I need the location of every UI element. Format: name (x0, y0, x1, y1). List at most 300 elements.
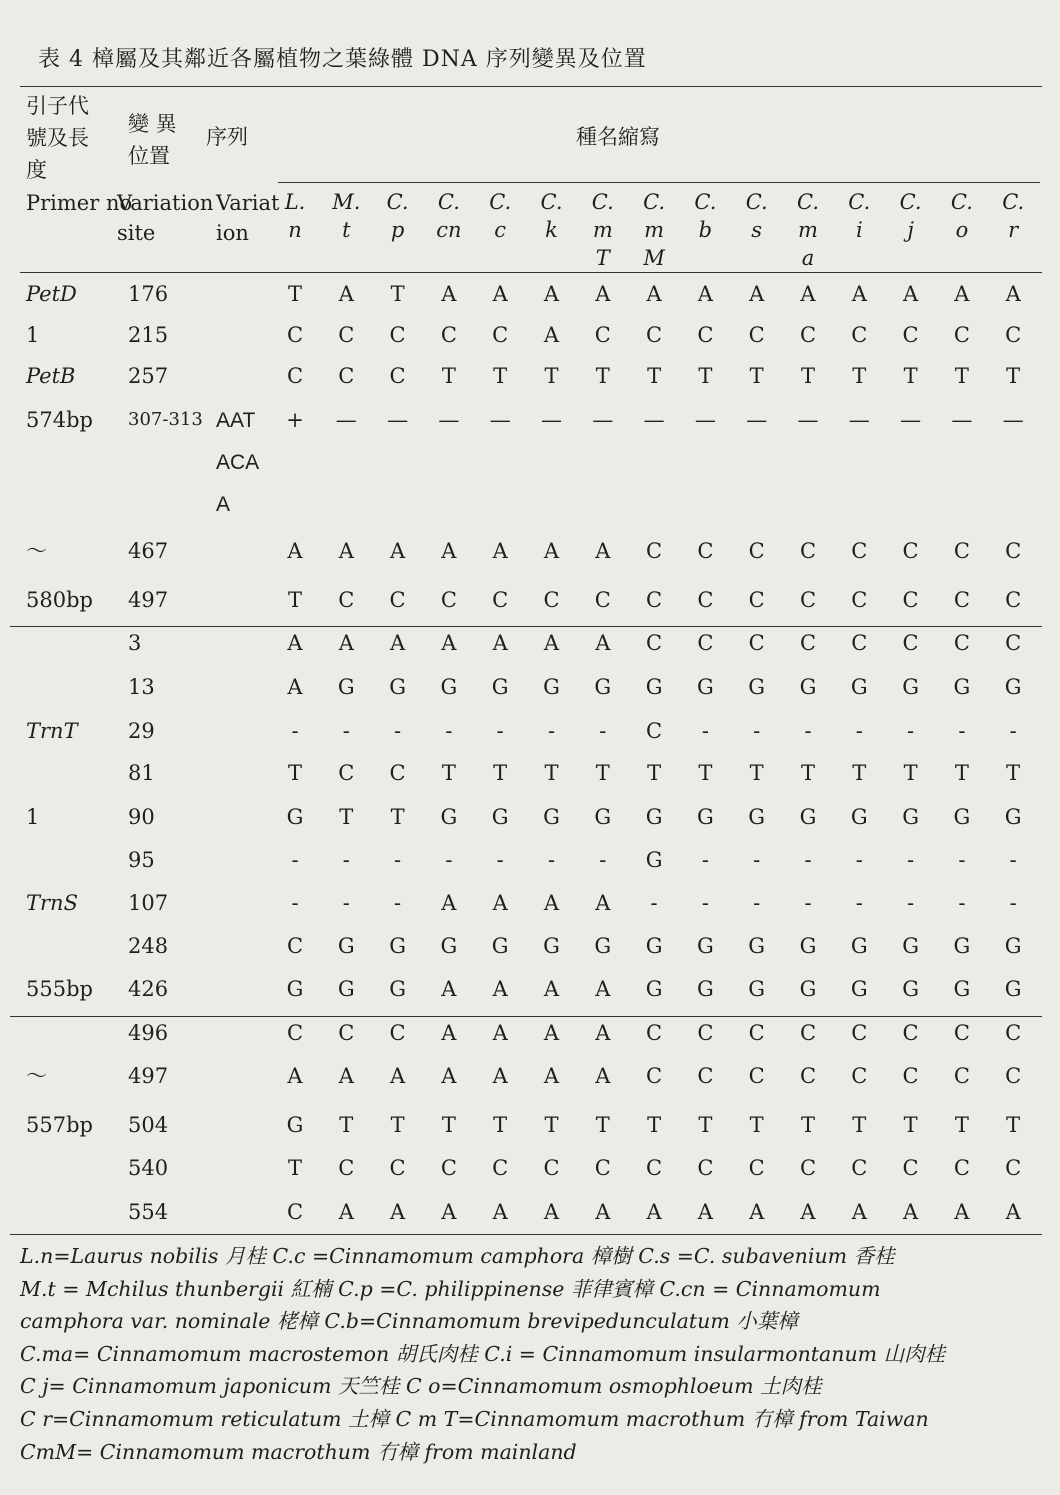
primer-header-zh: 引子代 號及長 度 (26, 94, 89, 182)
nucleotide-cell: T (287, 1156, 302, 1180)
nucleotide-cell: - (394, 719, 402, 743)
nucleotide-cell: T (647, 761, 662, 785)
nucleotide-cell: C (543, 588, 560, 612)
primer-label: 1 (26, 805, 40, 829)
nucleotide-cell: T (544, 1113, 559, 1137)
nucleotide-cell: G (543, 934, 560, 958)
nucleotide-cell: - (701, 719, 709, 743)
nucleotide-cell: A (287, 631, 303, 655)
nucleotide-cell: T (287, 282, 302, 306)
nucleotide-cell: T (954, 761, 969, 785)
nucleotide-cell: C (646, 539, 663, 563)
nucleotide-cell: A (543, 323, 560, 347)
nucleotide-cell: A (595, 891, 611, 915)
variation-site: 3 (128, 631, 142, 655)
nucleotide-cell: C (748, 1064, 765, 1088)
table-row (20, 1148, 1042, 1188)
species-abbr: C. m M (643, 190, 666, 270)
nucleotide-cell: A (595, 977, 611, 1001)
table-row (20, 623, 1042, 663)
nucleotide-cell: — (951, 408, 973, 432)
nucleotide-cell: C (594, 588, 611, 612)
nucleotide-cell: A (543, 539, 560, 563)
nucleotide-cell: C (1005, 1021, 1022, 1045)
nucleotide-cell: C (953, 1021, 970, 1045)
species-header-zh: 種名縮寫 (576, 125, 660, 149)
nucleotide-cell: C (646, 631, 663, 655)
nucleotide-cell: - (907, 848, 915, 872)
nucleotide-cell: A (338, 631, 354, 655)
primer-label: TrnS (26, 891, 78, 915)
nucleotide-cell: G (799, 675, 817, 699)
nucleotide-cell: - (958, 848, 966, 872)
rule-top (20, 86, 1042, 87)
nucleotide-cell: G (902, 805, 919, 829)
nucleotide-cell: — (643, 408, 665, 432)
nucleotide-cell: G (902, 977, 919, 1001)
variation-site: 29 (128, 719, 155, 743)
variation-site: 215 (128, 323, 169, 347)
nucleotide-cell: T (390, 805, 405, 829)
nucleotide-cell: A (595, 539, 611, 563)
nucleotide-cell: A (492, 282, 508, 306)
nucleotide-cell: C (697, 588, 714, 612)
primer-header-en: Primer no (26, 191, 133, 215)
nucleotide-cell: — (592, 408, 614, 432)
seq-header-zh: 序列 (206, 125, 248, 149)
nucleotide-cell: A (492, 977, 508, 1001)
nucleotide-cell: A (749, 1200, 765, 1224)
nucleotide-cell: - (496, 848, 504, 872)
nucleotide-cell: G (748, 805, 766, 829)
nucleotide-cell: A (441, 1200, 457, 1224)
primer-label: 574bp (26, 408, 93, 432)
nucleotide-cell: T (441, 761, 456, 785)
nucleotide-cell: G (491, 934, 509, 958)
nucleotide-cell: - (1009, 719, 1017, 743)
nucleotide-cell: C (902, 1064, 919, 1088)
nucleotide-cell: T (903, 364, 918, 388)
nucleotide-cell: - (907, 719, 915, 743)
nucleotide-cell: G (491, 675, 509, 699)
nucleotide-cell: G (645, 934, 663, 958)
primer-label: PetB (26, 364, 76, 388)
nucleotide-cell: C (799, 1021, 817, 1045)
nucleotide-cell: A (646, 1200, 662, 1224)
nucleotide-cell: - (547, 719, 556, 743)
nucleotide-cell: A (441, 891, 457, 915)
variation-site: 540 (128, 1156, 169, 1180)
nucleotide-cell: C (1005, 588, 1022, 612)
seq-header-en: Variat ion (216, 191, 280, 245)
variation-site: 504 (128, 1113, 169, 1137)
primer-label: 557bp (26, 1113, 93, 1137)
nucleotide-cell: - (753, 848, 761, 872)
variation-site: 307-313 (128, 409, 203, 430)
nucleotide-cell: A (492, 631, 508, 655)
nucleotide-cell: G (645, 675, 663, 699)
nucleotide-cell: - (753, 891, 761, 915)
nucleotide-cell: C (851, 1021, 868, 1045)
nucleotide-cell: G (697, 675, 714, 699)
legend-line: C j= Cinnamomum japonicum 天竺桂 C o=Cinnamomum osmophloeum 土肉桂 (20, 1374, 822, 1399)
species-abbr: C. b (694, 190, 717, 242)
nucleotide-cell: — (746, 408, 768, 432)
nucleotide-cell: A (800, 282, 816, 306)
nucleotide-cell: - (701, 891, 709, 915)
nucleotide-cell: G (337, 977, 355, 1001)
species-abbr: M. t (332, 190, 361, 242)
nucleotide-cell: A (338, 1200, 354, 1224)
nucleotide-cell: A (441, 1064, 457, 1088)
legend-line: M.t = Mchilus thunbergii 紅楠 C.p =C. philippinense 菲律賓樟 C.cn = Cinnamomum (20, 1276, 881, 1301)
nucleotide-cell: T (493, 1113, 508, 1137)
nucleotide-cell: A (697, 1200, 713, 1224)
nucleotide-cell: - (394, 891, 402, 915)
nucleotide-cell: T (595, 761, 610, 785)
nucleotide-cell: G (1004, 977, 1022, 1001)
nucleotide-cell: G (1004, 675, 1022, 699)
nucleotide-cell: T (647, 1113, 662, 1137)
nucleotide-cell: - (804, 719, 812, 743)
nucleotide-cell: C (1005, 539, 1022, 563)
nucleotide-cell: G (286, 977, 304, 1001)
nucleotide-cell: G (440, 805, 458, 829)
nucleotide-cell: A (492, 891, 508, 915)
table-row (20, 356, 1042, 396)
variation-table (20, 88, 1042, 1224)
species-abbr: C. c (489, 190, 512, 242)
nucleotide-cell: T (698, 364, 713, 388)
species-abbr: L. n (284, 190, 306, 242)
nucleotide-cell: C (1005, 1156, 1022, 1180)
variation-site: 81 (128, 761, 155, 785)
nucleotide-cell: A (595, 1064, 611, 1088)
nucleotide-cell: A (903, 1200, 919, 1224)
nucleotide-cell: A (851, 282, 867, 306)
nucleotide-cell: G (1004, 805, 1022, 829)
nucleotide-cell: A (441, 631, 457, 655)
nucleotide-cell: T (544, 761, 559, 785)
nucleotide-cell: A (390, 1064, 406, 1088)
nucleotide-cell: C (1005, 323, 1022, 347)
nucleotide-cell: T (595, 364, 610, 388)
nucleotide-cell: C (851, 631, 868, 655)
nucleotide-cell: C (646, 719, 663, 743)
species-abbr: C. p (386, 190, 409, 242)
table-row (20, 315, 1042, 355)
species-abbr: C. r (1002, 190, 1025, 242)
nucleotide-cell: G (850, 934, 868, 958)
nucleotide-cell: T (698, 761, 713, 785)
nucleotide-cell: A (903, 282, 919, 306)
nucleotide-cell: A (390, 631, 406, 655)
nucleotide-cell: C (646, 588, 663, 612)
species-abbr: C. o (950, 190, 973, 242)
nucleotide-cell: — (900, 408, 922, 432)
nucleotide-cell: T (903, 761, 918, 785)
nucleotide-cell: - (547, 848, 556, 872)
nucleotide-cell: A (851, 1200, 867, 1224)
nucleotide-cell: C (748, 1021, 765, 1045)
nucleotide-cell: C (953, 631, 970, 655)
nucleotide-cell: C (697, 539, 714, 563)
rule-header-bottom (20, 272, 1042, 273)
nucleotide-cell: G (1004, 934, 1022, 958)
nucleotide-cell: T (903, 1113, 918, 1137)
nucleotide-cell: G (389, 934, 406, 958)
nucleotide-cell: — (438, 408, 460, 432)
nucleotide-cell: A (492, 1021, 508, 1045)
nucleotide-cell: G (337, 934, 355, 958)
table-row (20, 969, 1042, 1009)
nucleotide-cell: C (389, 1156, 406, 1180)
nucleotide-cell: T (800, 761, 815, 785)
nucleotide-cell: C (389, 1021, 406, 1045)
nucleotide-cell: C (799, 539, 817, 563)
nucleotide-cell: G (645, 805, 663, 829)
nucleotide-cell: T (852, 364, 867, 388)
nucleotide-cell: C (902, 1021, 919, 1045)
nucleotide-cell: G (645, 977, 663, 1001)
nucleotide-cell: - (1009, 848, 1017, 872)
nucleotide-cell: C (953, 1156, 970, 1180)
nucleotide-cell: G (337, 675, 355, 699)
nucleotide-cell: A (287, 539, 303, 563)
nucleotide-cell: C (748, 631, 765, 655)
nucleotide-cell: C (851, 1064, 868, 1088)
nucleotide-cell: T (287, 761, 302, 785)
species-abbr: C. i (848, 190, 871, 242)
nucleotide-cell: C (594, 1156, 611, 1180)
species-abbr: C. cn (436, 190, 462, 242)
nucleotide-cell: C (338, 1156, 355, 1180)
nucleotide-cell: - (958, 719, 966, 743)
nucleotide-cell: G (440, 675, 458, 699)
variation-site: 176 (128, 282, 169, 306)
species-abbr: C. j (899, 190, 922, 242)
nucleotide-cell: G (594, 805, 612, 829)
variation-site: 107 (128, 891, 169, 915)
nucleotide-cell: C (1005, 631, 1022, 655)
nucleotide-cell: G (543, 805, 560, 829)
nucleotide-cell: C (338, 323, 355, 347)
nucleotide-cell: A (338, 282, 354, 306)
nucleotide-cell: G (440, 934, 458, 958)
nucleotide-cell: - (855, 719, 863, 743)
table-row (20, 1056, 1042, 1096)
nucleotide-cell: G (389, 675, 406, 699)
nucleotide-cell: C (646, 1064, 663, 1088)
nucleotide-cell: — (797, 408, 819, 432)
nucleotide-cell: G (594, 675, 612, 699)
nucleotide-cell: C (748, 588, 765, 612)
site-header-zh: 變 異 位置 (128, 112, 177, 168)
nucleotide-cell: C (851, 323, 868, 347)
primer-label: 580bp (26, 588, 93, 612)
nucleotide-cell: - (394, 848, 402, 872)
nucleotide-cell: A (595, 1200, 611, 1224)
primer-label: ～ (26, 1064, 47, 1088)
nucleotide-cell: G (697, 805, 714, 829)
nucleotide-cell: T (800, 364, 815, 388)
nucleotide-cell: - (804, 848, 812, 872)
nucleotide-cell: C (799, 588, 817, 612)
variation-sequence: AAT ACA A (216, 409, 260, 516)
nucleotide-cell: A (287, 675, 303, 699)
nucleotide-cell: T (749, 761, 764, 785)
nucleotide-cell: G (389, 977, 406, 1001)
nucleotide-cell: A (287, 1064, 303, 1088)
nucleotide-cell: T (390, 1113, 405, 1137)
nucleotide-cell: C (953, 588, 970, 612)
nucleotide-cell: A (441, 539, 457, 563)
nucleotide-cell: - (855, 848, 863, 872)
table-row (20, 1013, 1042, 1053)
nucleotide-cell: C (646, 1021, 663, 1045)
primer-label: 555bp (26, 977, 93, 1001)
legend-line: C.ma= Cinnamomum macrostemon 胡氏肉桂 C.i = Cinnamomum insularmontanum 山肉桂 (20, 1341, 946, 1366)
nucleotide-cell: A (390, 1200, 406, 1224)
variation-site: 496 (128, 1021, 169, 1045)
species-abbr: C. k (540, 190, 563, 242)
nucleotide-cell: - (445, 719, 453, 743)
variation-site: 248 (128, 934, 169, 958)
table-row (20, 580, 1042, 620)
table-row (20, 1105, 1042, 1145)
nucleotide-cell: - (496, 719, 504, 743)
nucleotide-cell: — (387, 408, 409, 432)
nucleotide-cell: C (902, 1156, 919, 1180)
nucleotide-cell: T (954, 364, 969, 388)
primer-label: TrnT (26, 719, 78, 743)
nucleotide-cell: - (1009, 891, 1017, 915)
nucleotide-cell: T (1006, 364, 1021, 388)
nucleotide-cell: - (907, 891, 915, 915)
variation-site: 497 (128, 588, 169, 612)
nucleotide-cell: — (694, 408, 716, 432)
nucleotide-cell: C (851, 539, 868, 563)
nucleotide-cell: — (1002, 408, 1024, 432)
legend-line: CmM= Cinnamomum macrothum 冇樟 from mainland (20, 1439, 577, 1464)
site-header-en: Variation site (117, 191, 214, 245)
nucleotide-cell: C (338, 1021, 355, 1045)
nucleotide-cell: C (953, 323, 970, 347)
nucleotide-cell: A (338, 1064, 354, 1088)
nucleotide-cell: G (902, 675, 919, 699)
nucleotide-cell: + (286, 408, 304, 432)
nucleotide-cell: C (697, 631, 714, 655)
nucleotide-cell: C (748, 539, 765, 563)
nucleotide-cell: A (543, 891, 560, 915)
nucleotide-cell: A (338, 539, 354, 563)
nucleotide-cell: C (799, 323, 817, 347)
nucleotide-cell: C (492, 588, 509, 612)
nucleotide-cell: A (1005, 282, 1021, 306)
nucleotide-cell: T (339, 805, 354, 829)
nucleotide-cell: T (852, 761, 867, 785)
nucleotide-cell: - (342, 891, 350, 915)
nucleotide-cell: C (902, 539, 919, 563)
nucleotide-cell: G (286, 805, 304, 829)
nucleotide-cell: C (748, 1156, 765, 1180)
nucleotide-cell: C (748, 323, 765, 347)
nucleotide-cell: A (390, 539, 406, 563)
nucleotide-cell: T (441, 1113, 456, 1137)
nucleotide-cell: C (697, 1156, 714, 1180)
nucleotide-cell: C (492, 323, 509, 347)
nucleotide-cell: G (645, 848, 663, 872)
nucleotide-cell: - (701, 848, 709, 872)
nucleotide-cell: C (799, 1156, 817, 1180)
nucleotide-cell: — (489, 408, 511, 432)
legend-line: camphora var. nominale 栳樟 C.b=Cinnamomum brevipedunculatum 小葉樟 (20, 1309, 798, 1334)
table-row (20, 840, 1042, 880)
nucleotide-cell: - (291, 719, 299, 743)
legend-line: L.n=Laurus nobilis 月桂 C.c =Cinnamomum camphora 樟樹 C.s =C. subavenium 香桂 (20, 1244, 895, 1268)
nucleotide-cell: - (291, 848, 299, 872)
nucleotide-cell: G (850, 977, 868, 1001)
nucleotide-cell: A (492, 1064, 508, 1088)
nucleotide-cell: - (599, 848, 607, 872)
nucleotide-cell: - (650, 891, 658, 915)
nucleotide-cell: - (445, 848, 453, 872)
nucleotide-cell: - (855, 891, 863, 915)
nucleotide-cell: T (1006, 761, 1021, 785)
nucleotide-cell: C (851, 1156, 868, 1180)
nucleotide-cell: A (1005, 1200, 1021, 1224)
primer-label: 1 (26, 323, 40, 347)
nucleotide-cell: G (697, 934, 714, 958)
table-header (20, 88, 1042, 270)
nucleotide-cell: C (492, 1156, 509, 1180)
nucleotide-cell: G (748, 675, 766, 699)
nucleotide-cell: C (902, 323, 919, 347)
nucleotide-cell: A (595, 631, 611, 655)
nucleotide-cell: C (1005, 1064, 1022, 1088)
nucleotide-cell: C (440, 323, 457, 347)
nucleotide-cell: C (338, 364, 355, 388)
nucleotide-cell: C (799, 631, 817, 655)
nucleotide-cell: A (954, 282, 970, 306)
nucleotide-cell: G (748, 977, 766, 1001)
nucleotide-cell: - (291, 891, 299, 915)
species-abbr: C. m T (591, 190, 614, 270)
nucleotide-cell: C (594, 323, 611, 347)
table-row (20, 274, 1042, 314)
nucleotide-cell: T (287, 588, 302, 612)
variation-site: 13 (128, 675, 155, 699)
variation-site: 257 (128, 364, 169, 388)
table-title: 表 4 樟屬及其鄰近各屬植物之葉綠體 DNA 序列變異及位置 (38, 47, 647, 72)
nucleotide-cell: C (697, 323, 714, 347)
nucleotide-cell: C (389, 588, 406, 612)
nucleotide-cell: T (544, 364, 559, 388)
nucleotide-cell: T (441, 364, 456, 388)
table-row (20, 711, 1042, 751)
rule-bottom (10, 1234, 1042, 1235)
table-row (20, 926, 1042, 966)
nucleotide-cell: A (441, 1021, 457, 1045)
nucleotide-cell: C (338, 761, 355, 785)
nucleotide-cell: G (799, 805, 817, 829)
nucleotide-cell: C (286, 364, 304, 388)
nucleotide-cell: C (851, 588, 868, 612)
nucleotide-cell: - (958, 891, 966, 915)
nucleotide-cell: A (543, 1021, 560, 1045)
table-row (20, 531, 1042, 571)
nucleotide-cell: T (800, 1113, 815, 1137)
